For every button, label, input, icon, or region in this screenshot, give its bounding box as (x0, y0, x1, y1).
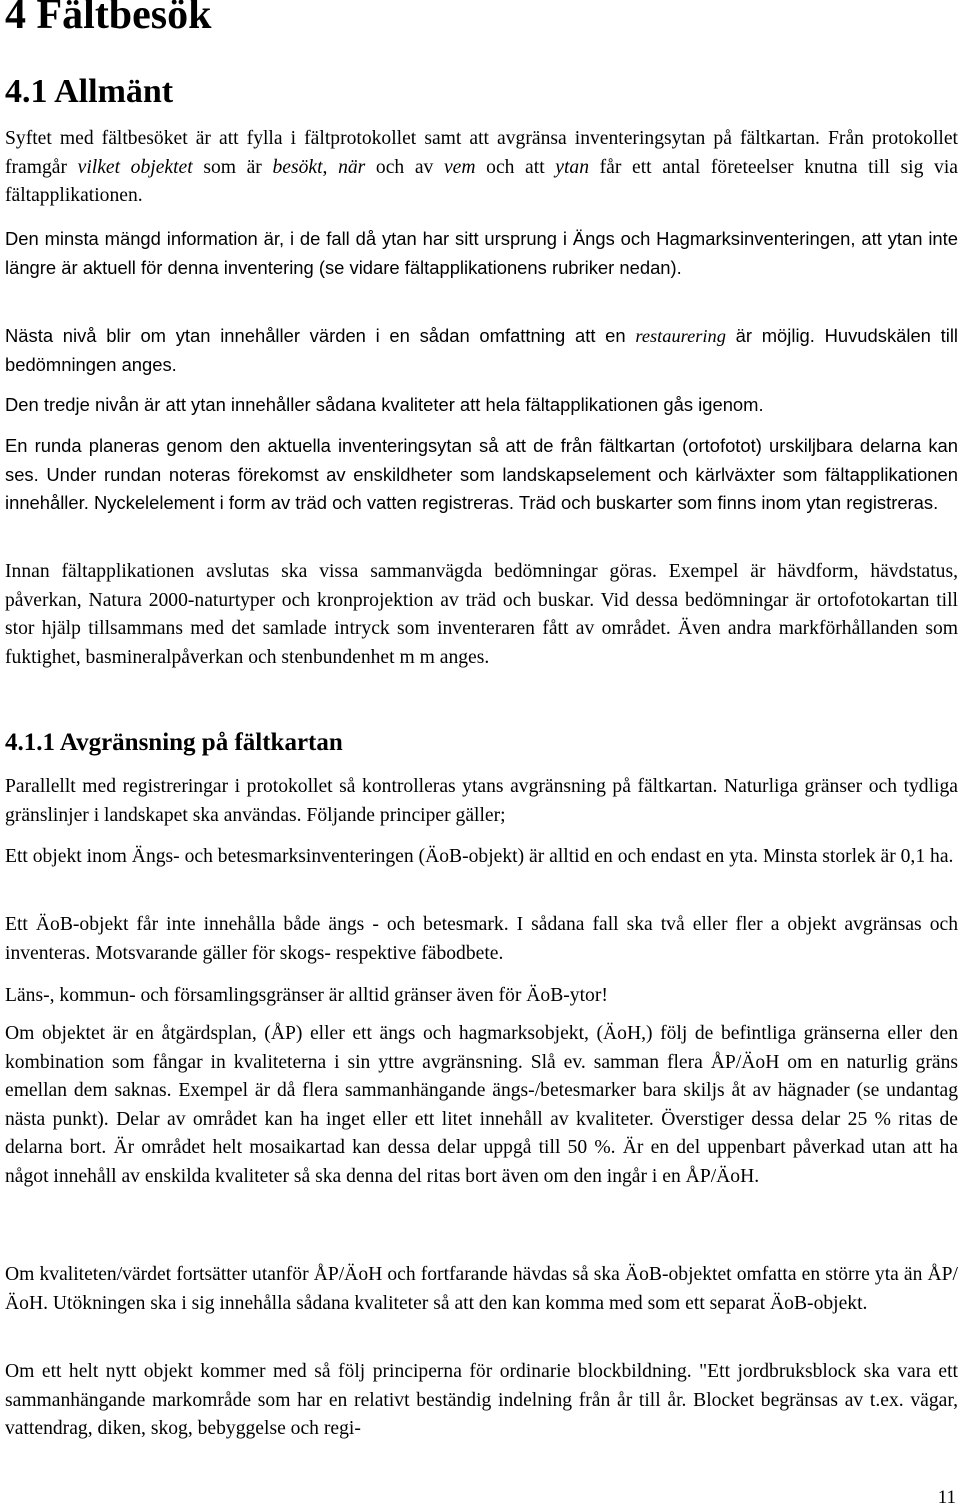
paragraph-third-level: Den tredje nivån är att ytan innehåller sådana kvaliteter att hela fältapplikationen gås igenom. (5, 394, 764, 415)
paragraph-one-object: Ett objekt inom Ängs- och betesmarksinventeringen (ÄoB-objekt) är alltid en och endast en yta. Minsta storlek är 0,1 ha. (5, 846, 954, 867)
paragraph-next-level: Nästa nivå blir om ytan innehåller värden i en sådan omfattning att en restaurering är möjlig. Huvudskälen till bedömningen anges. (5, 325, 958, 375)
paragraph-new-object: Om ett helt nytt objekt kommer med så följ principerna för ordinarie blockbildning. "Ett jordbruksblock ska vara ett sammanhängande markområde som har en relativt beständig indelning från år till år. Blocket begränsas av t.ex. vägar, vattendrag, diken, skog, bebyggelse och regi- (5, 1361, 958, 1440)
paragraph-borders: Läns-, kommun- och församlingsgränser är alltid gränser även för ÄoB-ytor! (5, 985, 608, 1006)
paragraph-meadow-pasture: Ett ÄoB-objekt får inte innehålla både ängs - och betesmark. I sådana fall ska två eller fler a objekt avgränsas och inventeras. Motsvarande gäller för skogs- respektive fäbodbete. (5, 914, 958, 964)
paragraph-minimum-information: Den minsta mängd information är, i de fall då ytan har sitt ursprung i Ängs och Hagmarksinventeringen, att ytan inte längre är aktuell för denna inventering (se vidare fältapplikationens rubriker nedan). (5, 228, 958, 278)
paragraph-action-plan: Om objektet är en åtgärdsplan, (ÅP) eller ett ängs och hagmarksobjekt, (ÄoH,) följ de befintliga gränserna eller den kombination som fångar in kvaliteterna i sin yttre avgränsning. Slå ev. samman flera ÅP/ÄoH om en naturlig gräns emellan dem saknas. Exempel är då flera sammanhängande ängs-/betesmarker bara skiljs åt av hägnader (se undantag nästa punkt). Delar av området kan ha inget eller ett litet innehåll av kvaliteter. Överstiger dessa delar 25 % ritas de delarna bort. Är området helt mosaikartad kan dessa delar uppgå till 50 %. Är en del uppenbart påverkad utan att ha något innehåll av enskilda kvaliteter så ska denna del ritas bort även om den ingår i en ÅP/ÄoH. (5, 1023, 958, 1187)
paragraph-round: En runda planeras genom den aktuella inventeringsytan så att de från fältkartan (ortofotot) urskiljbara delarna kan ses. Under rundan noteras förekomst av enskildheter som landskapselement och kärlväxter som fältapplikationen innehåller. Nyckelelement i form av träd och vatten registreras. Träd och buskarter som finns inom ytan registreras. (5, 435, 958, 514)
paragraph-parallel: Parallellt med registreringar i protokollet så kontrolleras ytans avgränsning på fältkartan. Naturliga gränser och tydliga gränslinjer i landskapet ska användas. Följande principer gäller; (5, 776, 958, 826)
chapter-heading: 4 Fältbesök (5, 0, 212, 38)
subsection-heading: 4.1.1 Avgränsning på fältkartan (5, 729, 343, 756)
paragraph-purpose: Syftet med fältbesöket är att fylla i fältprotokollet samt att avgränsa inventeringsytan på fältkartan. Från protokollet framgår vilket objektet som är besökt, när och av vem och att ytan får ett antal företeelser knutna till sig via fältapplikationen. (5, 128, 958, 207)
section-heading: 4.1 Allmänt (5, 73, 174, 110)
paragraph-quality-continues: Om kvaliteten/värdet fortsätter utanför ÅP/ÄoH och fortfarande hävdas så ska ÄoB-objektet omfatta en större yta än ÅP/ÄoH. Utökningen ska i sig innehålla sådana kvaliteter så att den kan komma med som ett separat ÄoB-objekt. (5, 1264, 958, 1314)
paragraph-assessments: Innan fältapplikationen avslutas ska vissa sammanvägda bedömningar göras. Exempel är hävdform, hävdstatus, påverkan, Natura 2000-naturtyper och kronprojektion av träd och buskar. Vid dessa bedömningar är ortofotokartan till stor hjälp tillsammans med det samlade intryck som inventeraren fått av området. Även andra markförhållanden som fuktighet, basmineralpåverkan och stenbundenhet m m anges. (5, 561, 958, 668)
page-number: 11 (937, 1487, 956, 1508)
